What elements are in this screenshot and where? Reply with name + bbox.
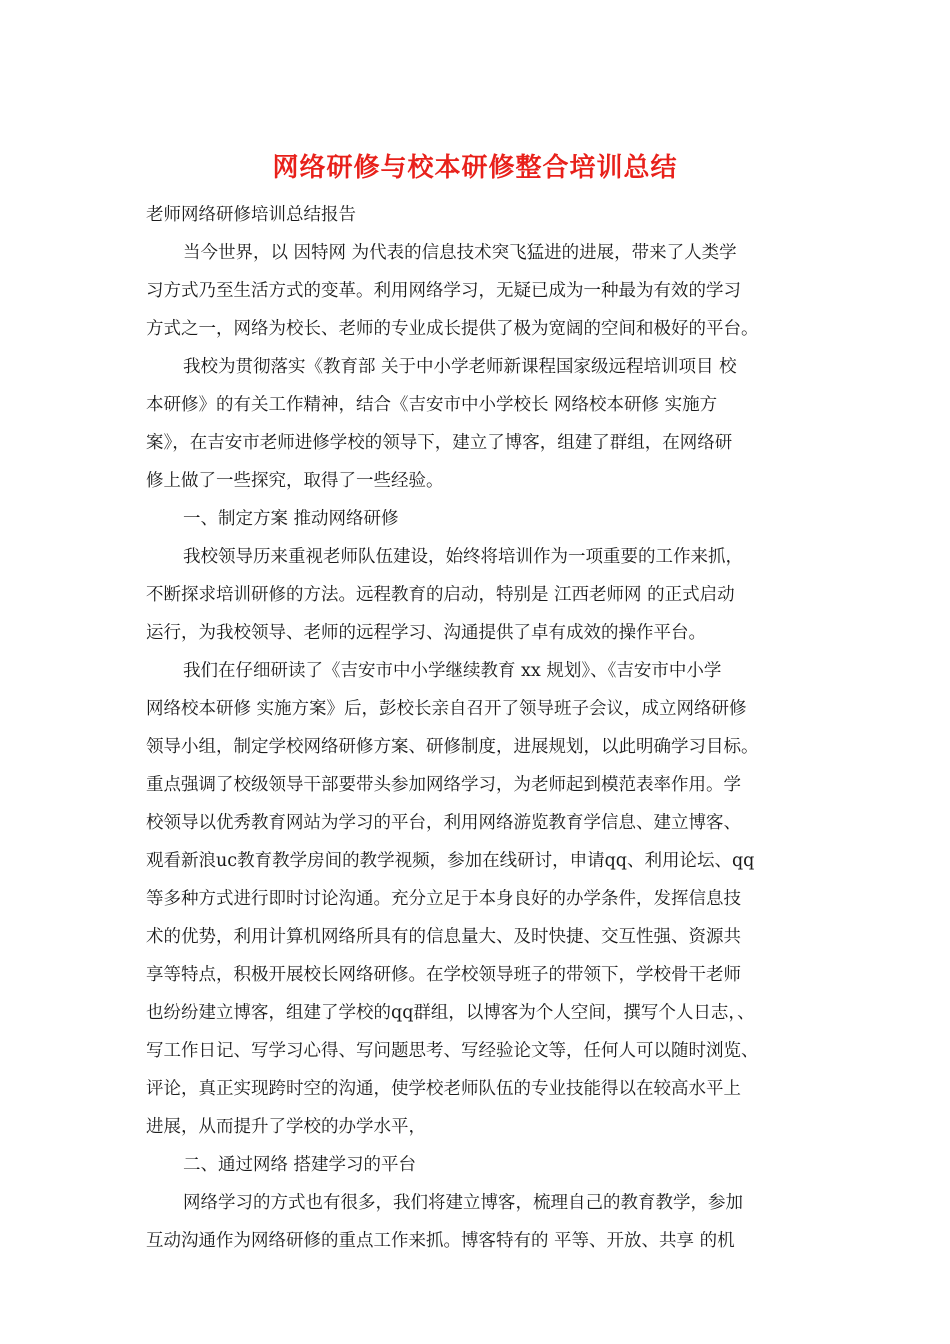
text-line: 也纷纷建立博客，组建了学校的qq群组，以博客为个人空间，撰写个人日志，、	[146, 1003, 755, 1023]
text-line: 享等特点，积极开展校长网络研修。在学校领导班子的带领下，学校骨干老师	[146, 965, 741, 985]
text-line: 本研修》的有关工作精神，结合《吉安市中小学校长 网络校本研修 实施方	[146, 395, 718, 415]
text-line: 等多种方式进行即时讨论沟通。充分立足于本身良好的办学条件，发挥信息技	[146, 889, 741, 909]
text-line: 一、制定方案 推动网络研修	[183, 509, 399, 529]
text-line: 写工作日记、写学习心得、写问题思考、写经验论文等，任何人可以随时浏览、	[146, 1041, 759, 1061]
text-line: 重点强调了校级领导干部要带头参加网络学习，为老师起到模范表率作用。学	[146, 775, 741, 795]
document-body	[146, 196, 816, 1260]
text-line: 术的优势，利用计算机网络所具有的信息量大、及时快捷、交互性强、资源共	[146, 927, 741, 947]
text-line: 不断探求培训研修的方法。远程教育的启动，特别是 江西老师网 的正式启动	[146, 585, 735, 605]
text-line: 观看新浪uc教育教学房间的教学视频，参加在线研讨，申请qq、利用论坛、qq	[146, 851, 755, 871]
text-line: 校领导以优秀教育网站为学习的平台，利用网络游览教育学信息、建立博客、	[146, 813, 741, 833]
text-line: 习方式乃至生活方式的变革。利用网络学习，无疑已成为一种最为有效的学习	[146, 281, 741, 301]
text-line: 修上做了一些探究，取得了一些经验。	[146, 471, 444, 491]
text-line: 网络校本研修 实施方案》后，彭校长亲自召开了领导班子会议，成立网络研修	[146, 699, 747, 719]
text-line: 领导小组，制定学校网络研修方案、研修制度，进展规划，以此明确学习目标。	[146, 737, 759, 757]
text-line: 我校为贯彻落实《教育部 关于中小学老师新课程国家级远程培训项目 校	[183, 357, 737, 377]
text-line: 运行，为我校领导、老师的远程学习、沟通提供了卓有成效的操作平台。	[146, 623, 706, 643]
text-line: 当今世界，以 因特网 为代表的信息技术突飞猛进的进展，带来了人类学	[183, 243, 737, 263]
text-line: 网络学习的方式也有很多，我们将建立博客，梳理自己的教育教学，参加	[183, 1193, 743, 1213]
document-title: 网络研修与校本研修整合培训总结	[272, 153, 678, 183]
text-line: 我校领导历来重视老师队伍建设，始终将培训作为一项重要的工作来抓，	[183, 547, 743, 567]
text-line: 进展，从而提升了学校的办学水平，	[146, 1117, 426, 1137]
text-line: 案》，在吉安市老师进修学校的领导下，建立了博客，组建了群组，在网络研	[146, 433, 733, 453]
text-line: 评论，真正实现跨时空的沟通，使学校老师队伍的专业技能得以在较高水平上	[146, 1079, 741, 1099]
text-line: 二、通过网络 搭建学习的平台	[183, 1155, 417, 1175]
text-line: 方式之一，网络为校长、老师的专业成长提供了极为宽阔的空间和极好的平台。	[146, 319, 759, 339]
text-line: 互动沟通作为网络研修的重点工作来抓。博客特有的 平等、开放、共享 的机	[146, 1231, 735, 1251]
text-line: 老师网络研修培训总结报告	[146, 205, 356, 225]
text-line: 我们在仔细研读了《吉安市中小学继续教育 xx 规划》、《吉安市中小学	[183, 661, 722, 681]
